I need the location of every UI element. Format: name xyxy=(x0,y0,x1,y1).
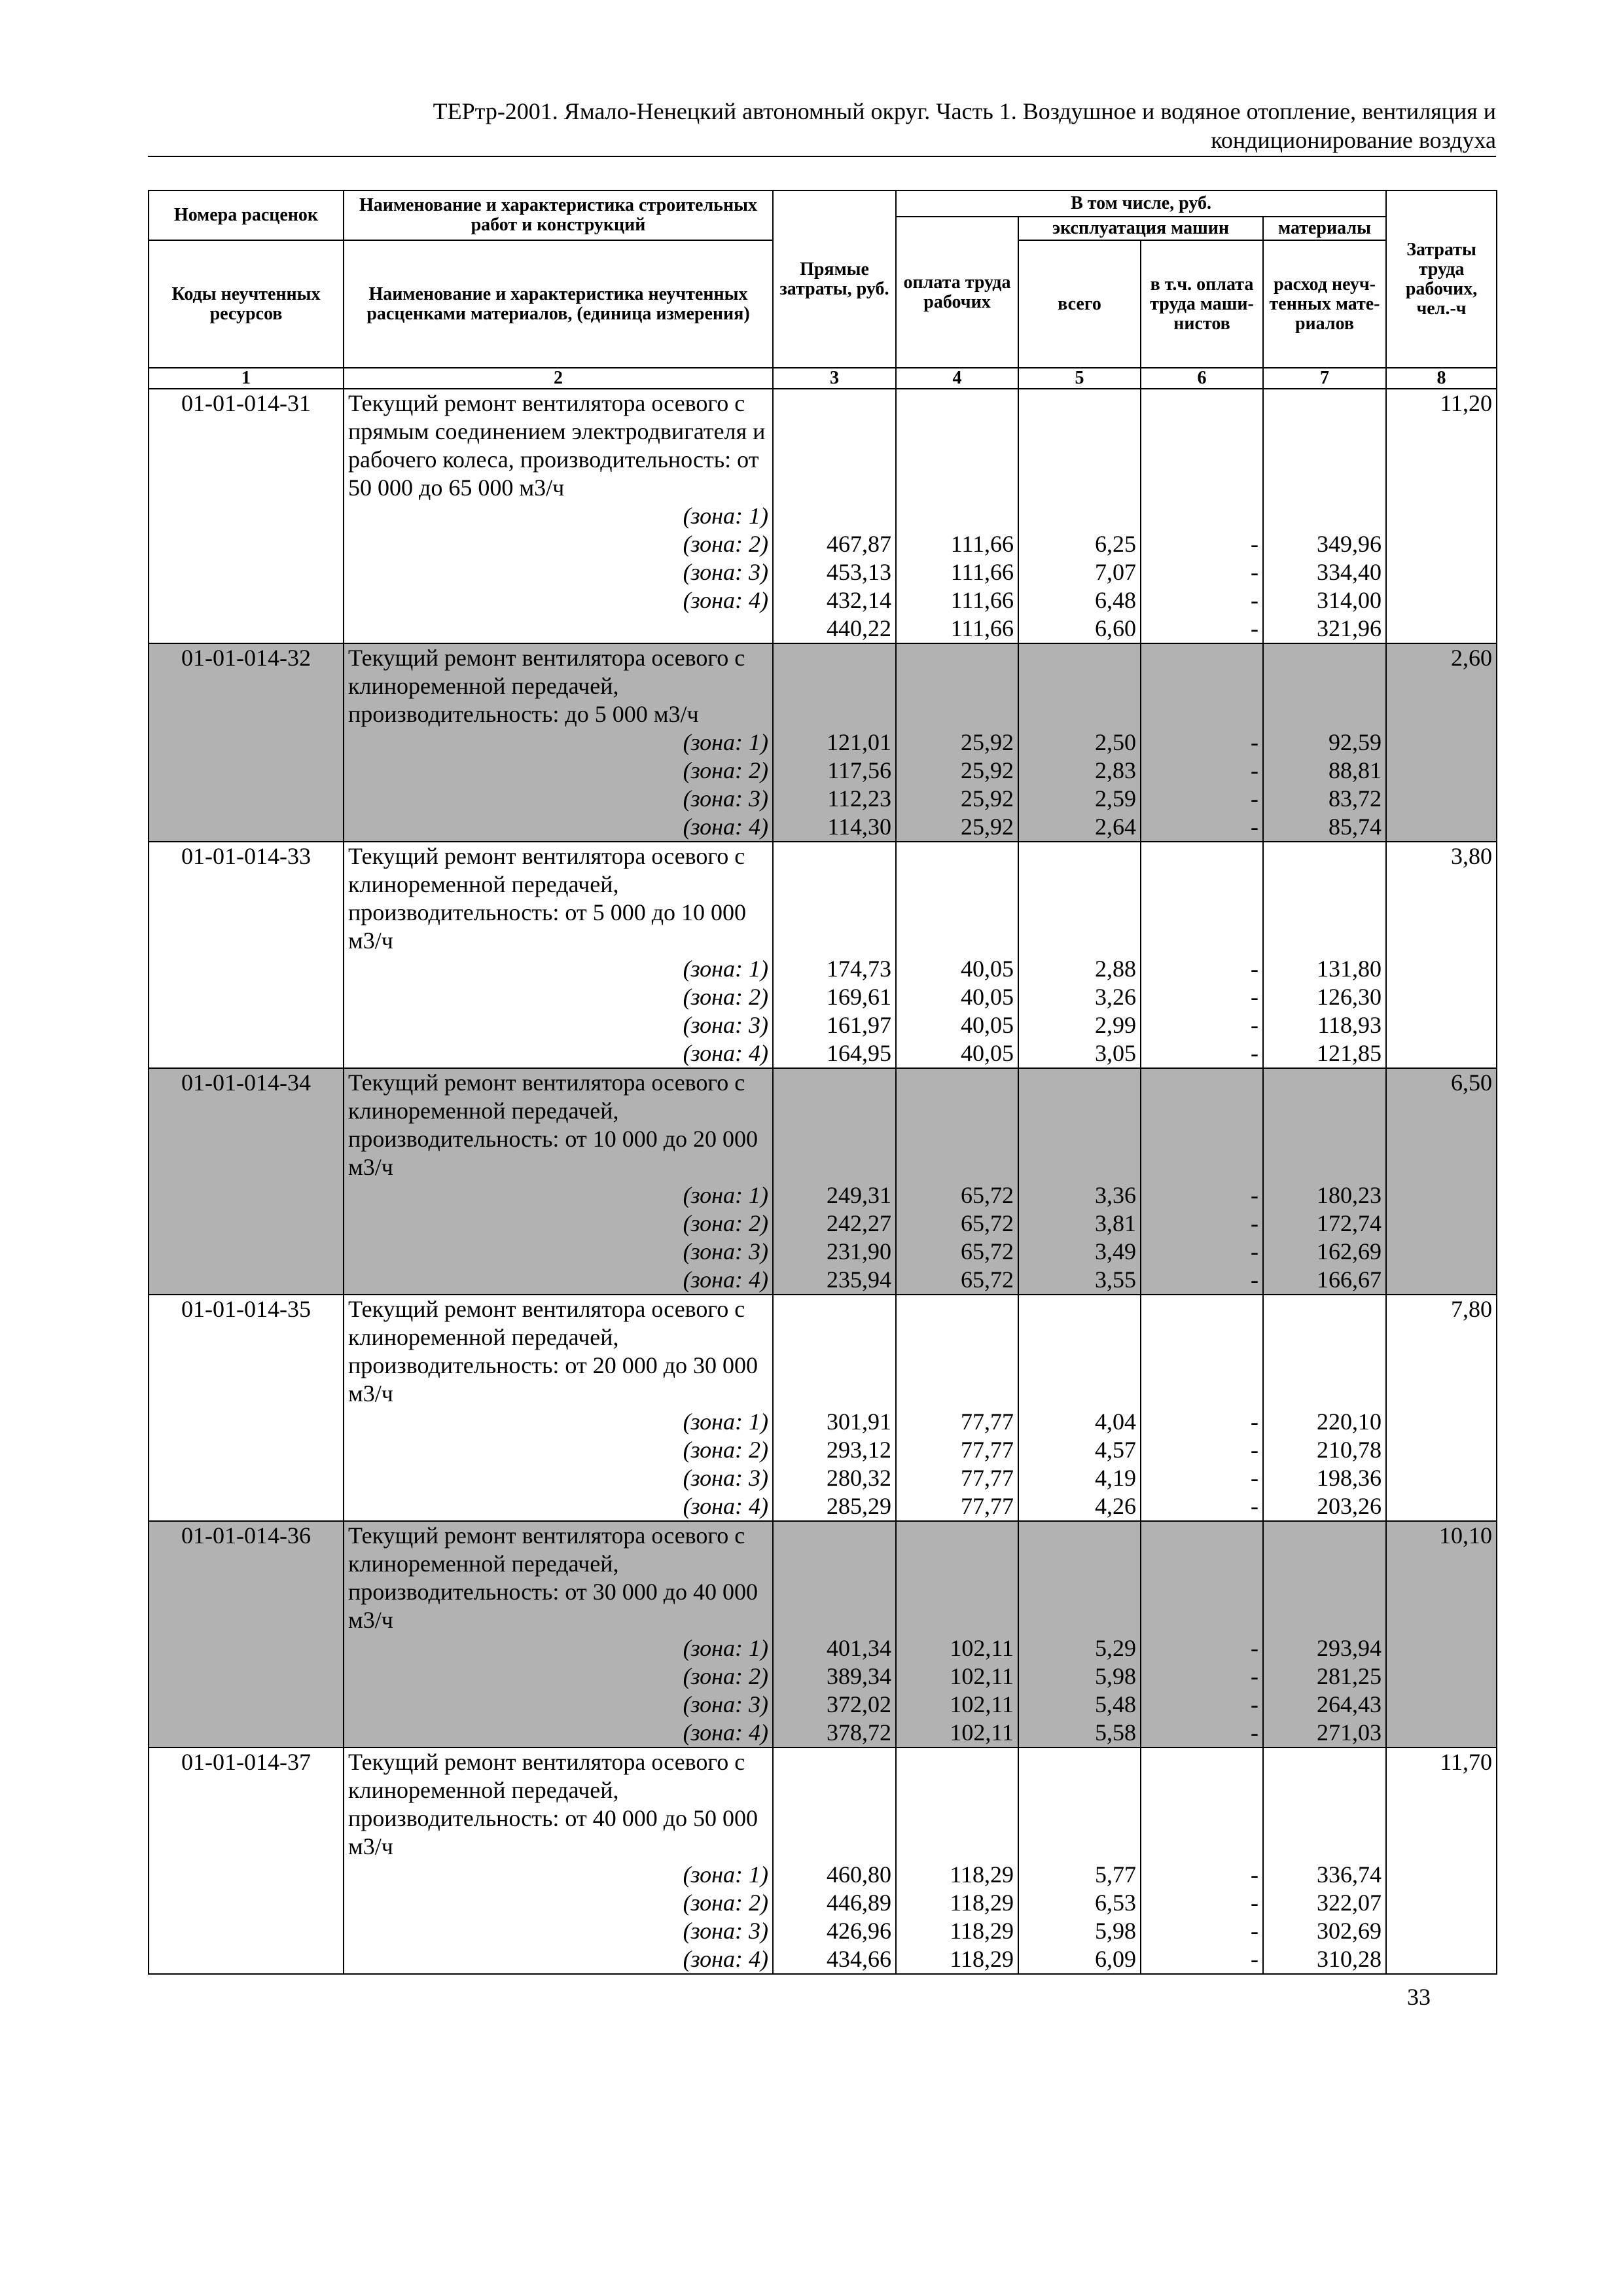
machinists-cost xyxy=(1141,842,1263,1068)
zone-label: (зона: 3) xyxy=(683,1918,768,1944)
header-rate-numbers: Номера расценок xyxy=(149,190,344,240)
wages-cost xyxy=(896,1521,1018,1748)
materials-cost xyxy=(1263,643,1386,842)
materials-cost-value: 271,03 xyxy=(1317,1719,1382,1746)
direct-cost-value: 401,34 xyxy=(827,1635,891,1661)
rate-code xyxy=(149,1295,344,1521)
machinists-cost-value: - xyxy=(1251,587,1258,613)
machines-cost-value: 4,19 xyxy=(1095,1465,1136,1491)
wages-cost-value: 77,77 xyxy=(961,1465,1014,1491)
wages-cost-value: 65,72 xyxy=(961,1182,1014,1208)
materials-cost-value: 310,28 xyxy=(1317,1946,1382,1972)
rate-code xyxy=(149,1748,344,1974)
wages-cost-value: 65,72 xyxy=(961,1266,1014,1293)
materials-cost-value: 203,26 xyxy=(1317,1493,1382,1519)
header-work-name: Наименование и характеристика строительных работ и конструкций xyxy=(344,190,773,240)
machines-cost-value: 6,60 xyxy=(1095,615,1136,641)
labor-hours-value: 7,80 xyxy=(1451,1296,1493,1322)
rate-code-text: 01-01-014-37 xyxy=(181,1749,311,1775)
materials-cost-value: 349,96 xyxy=(1317,531,1382,557)
zone-label: (зона: 2) xyxy=(683,1437,768,1463)
direct-cost-value: 301,91 xyxy=(827,1408,891,1435)
column-number: 2 xyxy=(344,368,773,389)
direct-cost xyxy=(773,1748,896,1974)
direct-cost-value: 164,95 xyxy=(827,1040,891,1066)
labor-hours-value: 11,20 xyxy=(1440,390,1493,416)
materials-cost-value: 172,74 xyxy=(1317,1210,1382,1236)
direct-cost-value: 446,89 xyxy=(827,1890,891,1916)
table-row xyxy=(149,389,1497,643)
machines-cost-value: 2,83 xyxy=(1095,757,1136,783)
machinists-cost-value: - xyxy=(1251,615,1258,641)
wages-cost-value: 25,92 xyxy=(961,814,1014,840)
materials-cost-value: 220,10 xyxy=(1317,1408,1382,1435)
materials-cost-value: 118,93 xyxy=(1317,1012,1382,1038)
machines-cost-value: 4,26 xyxy=(1095,1493,1136,1519)
materials-cost-value: 83,72 xyxy=(1329,785,1382,812)
wages-cost xyxy=(896,1068,1018,1295)
zone-label: (зона: 1) xyxy=(683,503,768,529)
direct-cost-value: 242,27 xyxy=(827,1210,891,1236)
zone-label: (зона: 1) xyxy=(683,1408,768,1435)
direct-cost-value: 112,23 xyxy=(827,785,891,812)
direct-cost-value: 117,56 xyxy=(827,757,891,783)
zone-label: (зона: 4) xyxy=(683,814,768,840)
direct-cost xyxy=(773,1068,896,1295)
machines-cost xyxy=(1018,1068,1141,1295)
machinists-cost xyxy=(1141,643,1263,842)
machines-cost-value: 6,48 xyxy=(1095,587,1136,613)
materials-cost-value: 198,36 xyxy=(1317,1465,1382,1491)
machinists-cost-value: - xyxy=(1251,1635,1258,1661)
work-description-text: Текущий ремонт вентилятора осевого с клиноременной передачей, производительность: от 10 000 до 20 000 м3/ч xyxy=(348,1069,758,1180)
materials-cost-value: 92,59 xyxy=(1329,729,1382,755)
machines-cost-value: 5,77 xyxy=(1095,1861,1136,1888)
table-row xyxy=(149,1068,1497,1295)
direct-cost-value: 293,12 xyxy=(827,1437,891,1463)
zone-label: (зона: 3) xyxy=(683,1465,768,1491)
direct-cost-value: 169,61 xyxy=(827,984,891,1010)
rate-code-text: 01-01-014-33 xyxy=(181,843,311,869)
direct-cost-value: 426,96 xyxy=(827,1918,891,1944)
wages-cost-value: 25,92 xyxy=(961,729,1014,755)
wages-cost-value: 102,11 xyxy=(950,1691,1014,1717)
zone-label: (зона: 3) xyxy=(683,559,768,585)
rate-code xyxy=(149,1068,344,1295)
machines-cost xyxy=(1018,1748,1141,1974)
wages-cost-value: 77,77 xyxy=(961,1437,1014,1463)
table-row xyxy=(149,1748,1497,1974)
labor-hours xyxy=(1386,389,1497,643)
price-table xyxy=(148,190,1497,1975)
zone-label: (зона: 1) xyxy=(683,1861,768,1888)
materials-cost-value: 314,00 xyxy=(1317,587,1382,613)
zone-label: (зона: 1) xyxy=(683,956,768,982)
page-number: 33 xyxy=(1407,1984,1431,2010)
work-description xyxy=(344,1748,773,1974)
column-numbers-row xyxy=(149,368,1497,389)
direct-cost-value: 249,31 xyxy=(827,1182,891,1208)
materials-cost-value: 85,74 xyxy=(1329,814,1382,840)
zone-label: (зона: 1) xyxy=(683,729,768,755)
work-description xyxy=(344,643,773,842)
zone-label: (зона: 3) xyxy=(683,1691,768,1717)
wages-cost-value: 111,66 xyxy=(950,587,1014,613)
direct-cost xyxy=(773,643,896,842)
machinists-cost-value: - xyxy=(1251,757,1258,783)
labor-hours-value: 11,70 xyxy=(1440,1749,1493,1775)
column-number: 5 xyxy=(1018,368,1141,389)
machinists-cost-value: - xyxy=(1251,984,1258,1010)
column-number: 4 xyxy=(896,368,1018,389)
header-materials: материалы xyxy=(1263,217,1386,240)
machinists-cost-value: - xyxy=(1251,1691,1258,1717)
machines-cost-value: 5,98 xyxy=(1095,1663,1136,1689)
machinists-cost xyxy=(1141,389,1263,643)
table-body xyxy=(149,389,1497,1974)
materials-cost-value: 210,78 xyxy=(1317,1437,1382,1463)
machines-cost xyxy=(1018,1295,1141,1521)
machinists-cost-value: - xyxy=(1251,1890,1258,1916)
direct-cost-value: 114,30 xyxy=(827,814,891,840)
wages-cost-value: 102,11 xyxy=(950,1663,1014,1689)
work-description xyxy=(344,1295,773,1521)
machinists-cost-value: - xyxy=(1251,1918,1258,1944)
materials-cost-value: 302,69 xyxy=(1317,1918,1382,1944)
table-row xyxy=(149,1521,1497,1748)
materials-cost xyxy=(1263,1521,1386,1748)
machinists-cost-value: - xyxy=(1251,1493,1258,1519)
machinists-cost xyxy=(1141,1521,1263,1748)
column-number: 8 xyxy=(1386,368,1497,389)
wages-cost-value: 118,29 xyxy=(950,1890,1014,1916)
direct-cost-value: 231,90 xyxy=(827,1238,891,1265)
header-labor-hours: Затраты труда рабочих, чел.-ч xyxy=(1386,190,1497,368)
machinists-cost-value: - xyxy=(1251,1182,1258,1208)
wages-cost-value: 40,05 xyxy=(961,956,1014,982)
rate-code xyxy=(149,389,344,643)
header-material-name: Наименование и характеристика неучтенных расценками материалов, (единица измерения) xyxy=(344,240,773,368)
header-wages: оплата труда рабочих xyxy=(896,217,1018,368)
column-number: 3 xyxy=(773,368,896,389)
materials-cost-value: 334,40 xyxy=(1317,559,1382,585)
zone-label: (зона: 4) xyxy=(683,1493,768,1519)
machines-cost-value: 6,25 xyxy=(1095,531,1136,557)
zone-label: (зона: 4) xyxy=(683,1040,768,1066)
wages-cost-value: 40,05 xyxy=(961,1012,1014,1038)
machines-cost-value: 5,29 xyxy=(1095,1635,1136,1661)
direct-cost-value: 467,87 xyxy=(827,531,891,557)
materials-cost-value: 126,30 xyxy=(1317,984,1382,1010)
header-resource-codes: Коды неучтенных ресурсов xyxy=(149,240,344,368)
labor-hours xyxy=(1386,1295,1497,1521)
labor-hours-value: 3,80 xyxy=(1451,843,1493,869)
zone-label: (зона: 1) xyxy=(683,1182,768,1208)
machinists-cost-value: - xyxy=(1251,1437,1258,1463)
machinists-cost-value: - xyxy=(1251,729,1258,755)
work-description xyxy=(344,842,773,1068)
zone-label: (зона: 3) xyxy=(683,1012,768,1038)
direct-cost-value: 372,02 xyxy=(827,1691,891,1717)
direct-cost-value: 280,32 xyxy=(827,1465,891,1491)
materials-cost-value: 321,96 xyxy=(1317,615,1382,641)
materials-cost-value: 166,67 xyxy=(1317,1266,1382,1293)
wages-cost-value: 111,66 xyxy=(950,559,1014,585)
machinists-cost-value: - xyxy=(1251,785,1258,812)
machinists-cost-value: - xyxy=(1251,1408,1258,1435)
table-header xyxy=(149,190,1497,389)
wages-cost xyxy=(896,1748,1018,1974)
materials-cost-value: 281,25 xyxy=(1317,1663,1382,1689)
wages-cost-value: 77,77 xyxy=(961,1493,1014,1519)
machinists-cost-value: - xyxy=(1251,814,1258,840)
zone-label: (зона: 4) xyxy=(683,1266,768,1293)
machines-cost-value: 2,88 xyxy=(1095,956,1136,982)
wages-cost-value: 111,66 xyxy=(950,615,1014,641)
machinists-cost-value: - xyxy=(1251,1266,1258,1293)
direct-cost-value: 432,14 xyxy=(827,587,891,613)
labor-hours-value: 10,10 xyxy=(1439,1522,1493,1549)
machinists-cost-value: - xyxy=(1251,1210,1258,1236)
zone-label: (зона: 2) xyxy=(683,984,768,1010)
wages-cost-value: 111,66 xyxy=(950,531,1014,557)
work-description-text: Текущий ремонт вентилятора осевого с клиноременной передачей, производительность: от 30 000 до 40 000 м3/ч xyxy=(348,1522,758,1633)
machines-cost xyxy=(1018,1521,1141,1748)
direct-cost-value: 161,97 xyxy=(827,1012,891,1038)
labor-hours xyxy=(1386,1521,1497,1748)
labor-hours-value: 6,50 xyxy=(1451,1069,1493,1096)
direct-cost-value: 235,94 xyxy=(827,1266,891,1293)
machines-cost-value: 2,50 xyxy=(1095,729,1136,755)
work-description xyxy=(344,1521,773,1748)
machines-cost-value: 3,81 xyxy=(1095,1210,1136,1236)
materials-cost-value: 131,80 xyxy=(1317,956,1382,982)
machines-cost-value: 5,98 xyxy=(1095,1918,1136,1944)
direct-cost xyxy=(773,1521,896,1748)
wages-cost-value: 25,92 xyxy=(961,757,1014,783)
table-row xyxy=(149,1295,1497,1521)
header-including: В том числе, руб. xyxy=(896,190,1386,217)
machines-cost-value: 3,49 xyxy=(1095,1238,1136,1265)
wages-cost-value: 118,29 xyxy=(950,1946,1014,1972)
wages-cost-value: 40,05 xyxy=(961,1040,1014,1066)
zone-label: (зона: 4) xyxy=(683,1946,768,1972)
wages-cost-value: 25,92 xyxy=(961,785,1014,812)
rate-code-text: 01-01-014-34 xyxy=(181,1069,311,1096)
work-description xyxy=(344,1068,773,1295)
column-number: 7 xyxy=(1263,368,1386,389)
labor-hours xyxy=(1386,842,1497,1068)
wages-cost xyxy=(896,389,1018,643)
page-header xyxy=(148,97,1496,154)
machines-cost-value: 2,59 xyxy=(1095,785,1136,812)
header-line-1: ТЕРтр-2001. Ямало-Ненецкий автономный округ. Часть 1. Воздушное и водяное отопление, вентиляция и xyxy=(433,98,1496,124)
wages-cost xyxy=(896,842,1018,1068)
machinists-cost xyxy=(1141,1295,1263,1521)
header-machines: эксплуатация машин xyxy=(1018,217,1263,240)
direct-cost xyxy=(773,842,896,1068)
direct-cost xyxy=(773,389,896,643)
zone-label: (зона: 2) xyxy=(683,757,768,783)
direct-cost-value: 434,66 xyxy=(827,1946,891,1972)
wages-cost-value: 77,77 xyxy=(961,1408,1014,1435)
wages-cost-value: 118,29 xyxy=(950,1861,1014,1888)
rate-code xyxy=(149,1521,344,1748)
materials-cost-value: 293,94 xyxy=(1317,1635,1382,1661)
machines-cost-value: 5,58 xyxy=(1095,1719,1136,1746)
direct-cost-value: 378,72 xyxy=(827,1719,891,1746)
wages-cost xyxy=(896,1295,1018,1521)
machinists-cost-value: - xyxy=(1251,1946,1258,1972)
wages-cost-value: 102,11 xyxy=(950,1635,1014,1661)
direct-cost-value: 174,73 xyxy=(827,956,891,982)
labor-hours xyxy=(1386,643,1497,842)
labor-hours xyxy=(1386,1748,1497,1974)
direct-cost-value: 453,13 xyxy=(827,559,891,585)
zone-label: (зона: 1) xyxy=(683,1635,768,1661)
rate-code-text: 01-01-014-35 xyxy=(181,1296,311,1322)
materials-cost xyxy=(1263,1068,1386,1295)
table-row xyxy=(149,842,1497,1068)
machines-cost-value: 4,57 xyxy=(1095,1437,1136,1463)
machines-cost xyxy=(1018,389,1141,643)
machinists-cost-value: - xyxy=(1251,1861,1258,1888)
machinists-cost-value: - xyxy=(1251,531,1258,557)
direct-cost xyxy=(773,1295,896,1521)
zone-label: (зона: 4) xyxy=(683,1719,768,1746)
zone-label: (зона: 2) xyxy=(683,1890,768,1916)
labor-hours-value: 2,60 xyxy=(1451,645,1493,671)
wages-cost-value: 102,11 xyxy=(950,1719,1014,1746)
direct-cost-value: 460,80 xyxy=(827,1861,891,1888)
machines-cost-value: 3,55 xyxy=(1095,1266,1136,1293)
materials-cost-value: 180,23 xyxy=(1317,1182,1382,1208)
header-direct-costs: Прямые затраты, руб. xyxy=(773,190,896,368)
materials-cost xyxy=(1263,389,1386,643)
materials-cost-value: 264,43 xyxy=(1317,1691,1382,1717)
materials-cost xyxy=(1263,1748,1386,1974)
machines-cost-value: 6,09 xyxy=(1095,1946,1136,1972)
header-unaccounted-materials: расход неуч-тенных мате-риалов xyxy=(1263,240,1386,368)
zone-label: (зона: 2) xyxy=(683,1663,768,1689)
work-description-text: Текущий ремонт вентилятора осевого с клиноременной передачей, производительность: от 20 000 до 30 000 м3/ч xyxy=(348,1296,758,1407)
work-description xyxy=(344,389,773,643)
work-description-text: Текущий ремонт вентилятора осевого с клиноременной передачей, производительность: от 5 000 до 10 000 м3/ч xyxy=(348,843,747,954)
rate-code-text: 01-01-014-31 xyxy=(181,390,311,416)
materials-cost-value: 162,69 xyxy=(1317,1238,1382,1265)
work-description-text: Текущий ремонт вентилятора осевого с клиноременной передачей, производительность: от 40 000 до 50 000 м3/ч xyxy=(348,1749,758,1859)
header-divider xyxy=(148,156,1496,157)
materials-cost-value: 121,85 xyxy=(1317,1040,1382,1066)
machinists-cost-value: - xyxy=(1251,1238,1258,1265)
machinists-cost-value: - xyxy=(1251,1040,1258,1066)
header-machinists-wages: в т.ч. оплата труда маши-нистов xyxy=(1141,240,1263,368)
zone-label: (зона: 2) xyxy=(683,1210,768,1236)
machines-cost-value: 3,05 xyxy=(1095,1040,1136,1066)
machinists-cost-value: - xyxy=(1251,1663,1258,1689)
zone-label: (зона: 4) xyxy=(683,587,768,613)
materials-cost xyxy=(1263,842,1386,1068)
column-number: 1 xyxy=(149,368,344,389)
wages-cost xyxy=(896,643,1018,842)
materials-cost-value: 88,81 xyxy=(1329,757,1382,783)
machinists-cost-value: - xyxy=(1251,1465,1258,1491)
work-description-text: Текущий ремонт вентилятора осевого с прямым соединением электродвигателя и рабочего колеса, производительность: от 50 000 до 65 000 м3/ч xyxy=(348,390,766,501)
work-description-text: Текущий ремонт вентилятора осевого с клиноременной передачей, производительность: до 5 000 м3/ч xyxy=(348,645,745,727)
rate-code-text: 01-01-014-32 xyxy=(181,645,311,671)
materials-cost-value: 322,07 xyxy=(1317,1890,1382,1916)
header-machines-total: всего xyxy=(1018,240,1141,368)
wages-cost-value: 40,05 xyxy=(961,984,1014,1010)
table-row xyxy=(149,643,1497,842)
direct-cost-value: 389,34 xyxy=(827,1663,891,1689)
direct-cost-value: 121,01 xyxy=(827,729,891,755)
machinists-cost-value: - xyxy=(1251,956,1258,982)
machines-cost-value: 4,04 xyxy=(1095,1408,1136,1435)
column-number: 6 xyxy=(1141,368,1263,389)
header-line-2: кондиционирование воздуха xyxy=(1211,127,1496,153)
materials-cost xyxy=(1263,1295,1386,1521)
zone-label: (зона: 3) xyxy=(683,785,768,812)
machines-cost-value: 3,26 xyxy=(1095,984,1136,1010)
zone-label: (зона: 2) xyxy=(683,531,768,557)
machines-cost-value: 2,64 xyxy=(1095,814,1136,840)
direct-cost-value: 440,22 xyxy=(827,615,891,641)
direct-cost-value: 285,29 xyxy=(827,1493,891,1519)
wages-cost-value: 65,72 xyxy=(961,1238,1014,1265)
machines-cost-value: 6,53 xyxy=(1095,1890,1136,1916)
machinists-cost xyxy=(1141,1068,1263,1295)
zone-label: (зона: 3) xyxy=(683,1238,768,1265)
machines-cost-value: 3,36 xyxy=(1095,1182,1136,1208)
rate-code xyxy=(149,643,344,842)
machines-cost-value: 7,07 xyxy=(1095,559,1136,585)
machines-cost xyxy=(1018,842,1141,1068)
rate-code-text: 01-01-014-36 xyxy=(181,1522,311,1549)
machinists-cost-value: - xyxy=(1251,1719,1258,1746)
machinists-cost-value: - xyxy=(1251,1012,1258,1038)
machines-cost xyxy=(1018,643,1141,842)
wages-cost-value: 65,72 xyxy=(961,1210,1014,1236)
machines-cost-value: 2,99 xyxy=(1095,1012,1136,1038)
wages-cost-value: 118,29 xyxy=(950,1918,1014,1944)
machinists-cost-value: - xyxy=(1251,559,1258,585)
machinists-cost xyxy=(1141,1748,1263,1974)
labor-hours xyxy=(1386,1068,1497,1295)
rate-code xyxy=(149,842,344,1068)
materials-cost-value: 336,74 xyxy=(1317,1861,1382,1888)
machines-cost-value: 5,48 xyxy=(1095,1691,1136,1717)
